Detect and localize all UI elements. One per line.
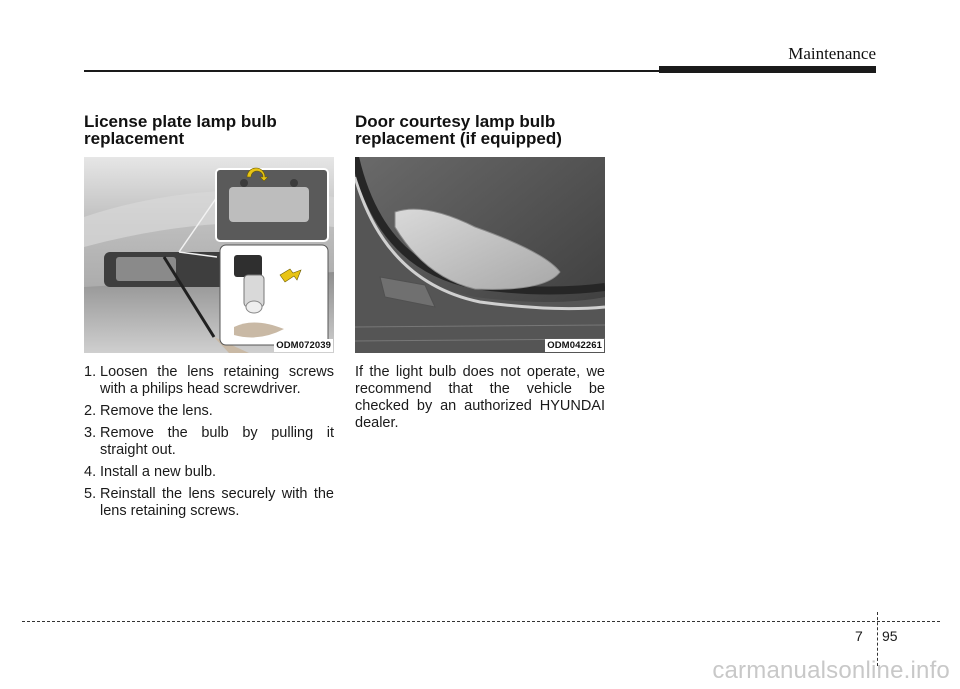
door-courtesy-lamp-illustration	[355, 157, 605, 353]
header-rule-thick	[659, 66, 876, 73]
license-plate-lamp-illustration	[84, 157, 334, 353]
step-number: 4.	[84, 464, 97, 480]
figure-code: ODM042261	[547, 340, 602, 351]
footer-dashed-rule	[22, 621, 940, 622]
step-text: Install a new bulb.	[100, 464, 217, 480]
replacement-steps	[84, 364, 334, 525]
step-number: 2.	[84, 403, 97, 419]
header-title: Maintenance	[788, 44, 876, 63]
door-courtesy-lamp-figure	[355, 157, 605, 353]
door-courtesy-heading-line2: replacement (if equipped)	[355, 129, 562, 148]
step-number: 5.	[84, 486, 97, 502]
door-courtesy-heading-line1: Door courtesy lamp bulb	[355, 112, 556, 131]
header-rule-thin	[84, 70, 659, 72]
list-item	[84, 486, 334, 520]
license-plate-heading	[84, 113, 277, 147]
license-plate-lamp-figure	[84, 157, 334, 353]
license-plate-heading-line2: replacement	[84, 129, 185, 148]
page-number: 95	[882, 628, 898, 644]
door-lamp-body-text: If the light bulb does not operate, we recommend that the vehicle be checked by an authorized HYUNDAI dealer.	[355, 364, 605, 431]
license-plate-heading-line1: License plate lamp bulb	[84, 112, 277, 131]
list-item	[84, 464, 334, 481]
door-courtesy-heading	[355, 113, 562, 147]
chapter-number: 7	[855, 628, 863, 644]
step-text: Remove the bulb by pulling it straight out.	[100, 425, 334, 458]
watermark: carmanualsonline.info	[712, 657, 950, 684]
figure-code: ODM072039	[276, 340, 331, 351]
list-item	[84, 364, 334, 398]
step-text: Remove the lens.	[100, 403, 213, 419]
step-number: 3.	[84, 425, 97, 441]
step-number: 1.	[84, 364, 97, 380]
list-item	[84, 403, 334, 420]
step-text: Loosen the lens retaining screws with a philips head screwdriver.	[100, 364, 334, 397]
step-text: Reinstall the lens securely with the lens retaining screws.	[100, 486, 334, 519]
list-item	[84, 425, 334, 459]
